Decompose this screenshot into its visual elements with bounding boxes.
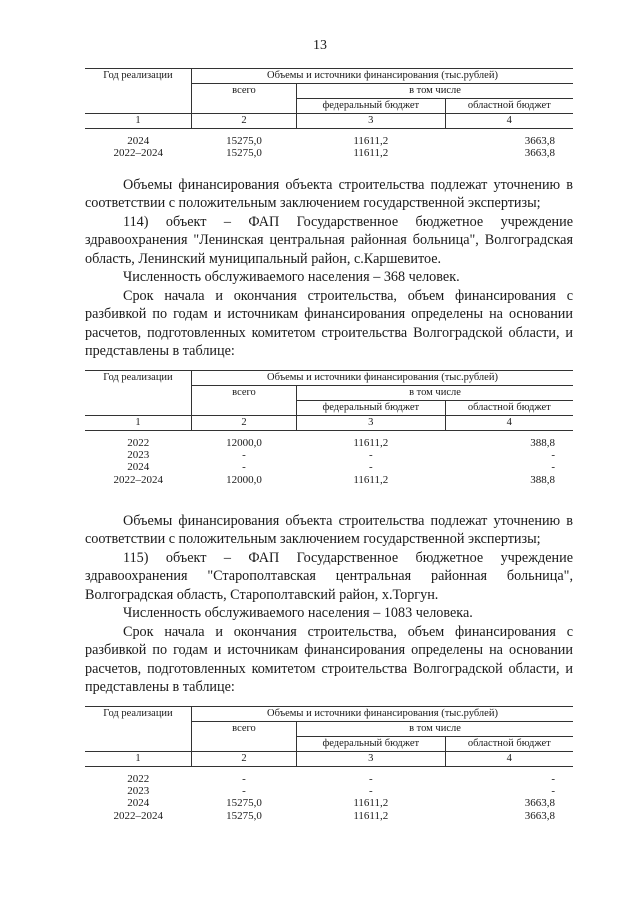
cell-year: 2024 [127, 797, 150, 810]
cell-federal: - [368, 785, 373, 798]
paragraph-volumes-note-1: Объемы финансирования объекта строительства подлежат уточнению в соответствии с положительным заключением государственной экспертизы; [85, 177, 573, 212]
table-row [85, 785, 573, 797]
page-number: 13 [313, 38, 327, 53]
header-regional: областной бюджет [445, 737, 573, 752]
col-num-1: 1 [85, 114, 192, 129]
table-row [85, 449, 573, 461]
col-num-2: 2 [192, 114, 297, 129]
col-num-3: 3 [297, 416, 446, 431]
header-federal: федеральный бюджет [297, 401, 446, 416]
paragraph-volumes-note-2: Объемы финансирования объекта строительства подлежат уточнению в соответствии с положительным заключением государственной экспертизы; [85, 513, 573, 548]
header-federal: федеральный бюджет [297, 737, 446, 752]
cell-regional: - [551, 785, 555, 798]
cell-regional: 388,8 [530, 437, 555, 450]
paragraph-population-115: Численность обслуживаемого населения – 1083 человека. [123, 605, 473, 621]
cell-federal: 11611,2 [353, 797, 389, 810]
cell-federal: - [368, 773, 373, 786]
financing-table-2 [85, 370, 573, 486]
paragraph-object-115: 115) объект – ФАП Государственное бюджетное учреждение здравоохранения "Старополтавская центральная районная больница", Волгоградская область, Старополтавский район, х.Торгун. [85, 550, 573, 603]
table-row [85, 474, 573, 486]
cell-regional: 3663,8 [524, 147, 555, 160]
cell-regional: 3663,8 [524, 797, 555, 810]
cell-year: 2022 [127, 773, 150, 786]
cell-federal: - [368, 461, 373, 474]
table-row [85, 773, 573, 785]
cell-total: 12000,0 [226, 473, 262, 486]
table-row [85, 810, 573, 822]
table-row [85, 147, 573, 159]
header-year: Год реализации [85, 707, 192, 752]
col-num-3: 3 [297, 114, 446, 129]
cell-regional: - [551, 449, 555, 462]
cell-total: 12000,0 [226, 437, 262, 450]
header-including: в том числе [297, 386, 574, 401]
col-num-1: 1 [85, 752, 192, 767]
paragraph-object-114: 114) объект – ФАП Государственное бюджетное учреждение здравоохранения "Ленинская центральная районная больница", Волгоградская область, Ленинский муниципальный район, с.Каршевитое. [85, 214, 573, 267]
cell-total: 15275,0 [226, 797, 262, 810]
cell-year: 2023 [127, 449, 150, 462]
header-including: в том числе [297, 722, 574, 737]
header-total: всего [192, 386, 297, 416]
cell-year: 2022–2024 [113, 147, 163, 160]
financing-table-1 [85, 68, 573, 159]
cell-federal: - [368, 449, 373, 462]
header-total: всего [192, 722, 297, 752]
col-num-3: 3 [297, 752, 446, 767]
cell-regional: - [551, 461, 555, 474]
cell-federal: 11611,2 [353, 473, 389, 486]
cell-total: - [242, 449, 246, 462]
col-num-4: 4 [445, 752, 573, 767]
col-num-4: 4 [445, 114, 573, 129]
table-row [85, 135, 573, 147]
header-year: Год реализации [85, 69, 192, 114]
cell-regional: 3663,8 [524, 809, 555, 822]
cell-regional: 3663,8 [524, 135, 555, 148]
col-num-1: 1 [85, 416, 192, 431]
header-regional: областной бюджет [445, 401, 573, 416]
header-volumes: Объемы и источники финансирования (тыс.рублей) [192, 707, 574, 722]
col-num-2: 2 [192, 416, 297, 431]
cell-regional: - [551, 773, 555, 786]
cell-year: 2022–2024 [113, 473, 163, 486]
financing-table-3 [85, 706, 573, 822]
header-federal: федеральный бюджет [297, 99, 446, 114]
cell-total: - [242, 461, 246, 474]
cell-total: 15275,0 [226, 147, 262, 160]
table-row [85, 797, 573, 809]
cell-total: 15275,0 [226, 809, 262, 822]
cell-federal: 11611,2 [353, 135, 389, 148]
cell-federal: 11611,2 [353, 809, 389, 822]
header-volumes: Объемы и источники финансирования (тыс.рублей) [192, 371, 574, 386]
cell-year: 2023 [127, 785, 150, 798]
header-volumes: Объемы и источники финансирования (тыс.рублей) [192, 69, 574, 84]
header-year: Год реализации [85, 371, 192, 416]
table-row [85, 461, 573, 473]
col-num-4: 4 [445, 416, 573, 431]
col-num-2: 2 [192, 752, 297, 767]
header-regional: областной бюджет [445, 99, 573, 114]
cell-total: - [242, 773, 246, 786]
cell-year: 2022–2024 [113, 809, 163, 822]
paragraph-population-114: Численность обслуживаемого населения – 368 человек. [123, 269, 460, 285]
table-row [85, 437, 573, 449]
cell-year: 2024 [127, 461, 150, 474]
cell-year: 2022 [127, 437, 150, 450]
paragraph-terms-115: Срок начала и окончания строительства, объем финансирования с разбивкой по годам и источникам финансирования определены на основании расчетов, подготовленных комитетом строительства Волгоградской области, и представлены в таблице: [85, 624, 573, 696]
cell-federal: 11611,2 [353, 437, 389, 450]
cell-federal: 11611,2 [353, 147, 389, 160]
paragraph-terms-114: Срок начала и окончания строительства, объем финансирования с разбивкой по годам и источникам финансирования определены на основании расчетов, подготовленных комитетом строительства Волгоградской области, и представлены в таблице: [85, 288, 573, 360]
cell-total: - [242, 785, 246, 798]
cell-regional: 388,8 [530, 473, 555, 486]
cell-total: 15275,0 [226, 135, 262, 148]
header-including: в том числе [297, 84, 574, 99]
cell-year: 2024 [127, 135, 150, 148]
header-total: всего [192, 84, 297, 114]
